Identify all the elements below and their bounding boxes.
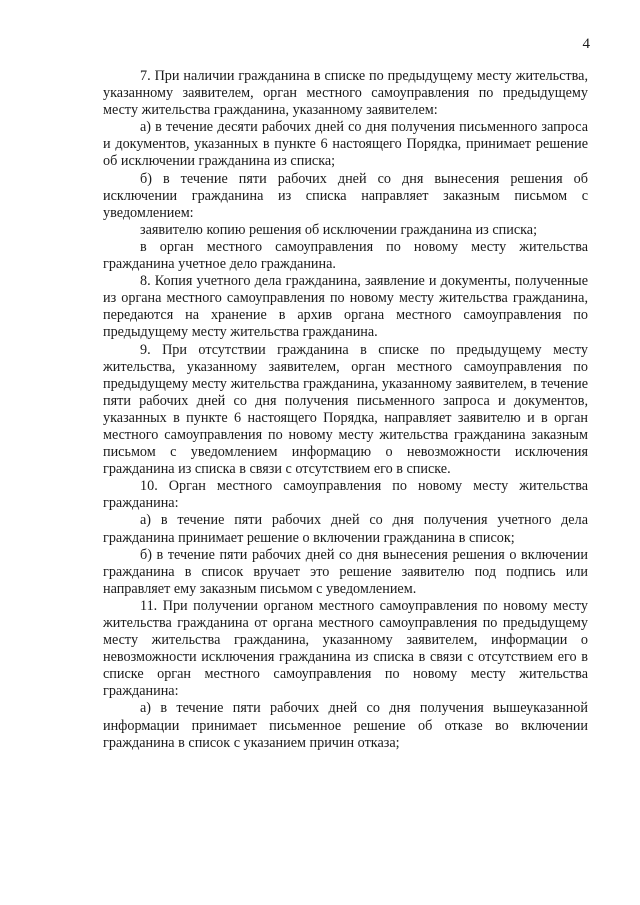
paragraph-11: 11. При получении органом местного самоуправления по новому месту жительства гражданина от органа местного самоуправления по предыдущему месту жительства гражданина, указанному заявителем, информации о невозможности исключения гражданина из списка в связи с отсутствием его в списке орган местного самоуправления по новому месту жительства гражданина:	[103, 597, 588, 700]
page-number: 4	[582, 36, 590, 52]
paragraph-7b-authority: в орган местного самоуправления по новому месту жительства гражданина учетное дело гражданина.	[103, 238, 588, 273]
paragraph-8: 8. Копия учетного дела гражданина, заявление и документы, полученные из органа местного самоуправления по новому месту жительства гражданина, передаются на хранение в архив органа местного самоуправления по предыдущему месту жительства гражданина.	[103, 273, 588, 341]
paragraph-11a: а) в течение пяти рабочих дней со дня получения вышеуказанной информации принимает письменное решение об отказе во включении гражданина в список с указанием причин отказа;	[103, 700, 588, 751]
paragraph-9: 9. При отсутствии гражданина в списке по предыдущему месту жительства, указанному заявителем, орган местного самоуправления по предыдущему месту жительства гражданина, указанному заявителем, в течение пяти рабочих дней со дня получения письменного запроса и документов, указанных в пункте 6 настоящего Порядка, направляет заявителю и в орган местного самоуправления по новому месту жительства гражданина заказным письмом с уведомлением информацию о невозможности исключения гражданина из списка в связи с отсутствием его в списке.	[103, 341, 588, 478]
paragraph-10: 10. Орган местного самоуправления по новому месту жительства гражданина:	[103, 478, 588, 512]
paragraph-10b: б) в течение пяти рабочих дней со дня вынесения решения о включении гражданина в список вручает это решение заявителю под подпись или направляет ему заказным письмом с уведомлением.	[103, 546, 588, 597]
paragraph-7: 7. При наличии гражданина в списке по предыдущему месту жительства, указанному заявителем, орган местного самоуправления по предыдущему месту жительства гражданина, указанному заявителем:	[103, 68, 588, 119]
paragraph-7b-applicant: заявителю копию решения об исключении гражданина из списка;	[140, 221, 538, 238]
paragraph-10a: а) в течение пяти рабочих дней со дня получения учетного дела гражданина принимает решение о включении гражданина в список;	[103, 512, 588, 546]
paragraph-7a: а) в течение десяти рабочих дней со дня получения письменного запроса и документов, указанных в пункте 6 настоящего Порядка, принимает решение об исключении гражданина из списка;	[103, 119, 588, 170]
paragraph-7b: б) в течение пяти рабочих дней со дня вынесения решения об исключении гражданина из списка направляет заказным письмом с уведомлением:	[103, 170, 588, 221]
document-body	[103, 68, 588, 752]
